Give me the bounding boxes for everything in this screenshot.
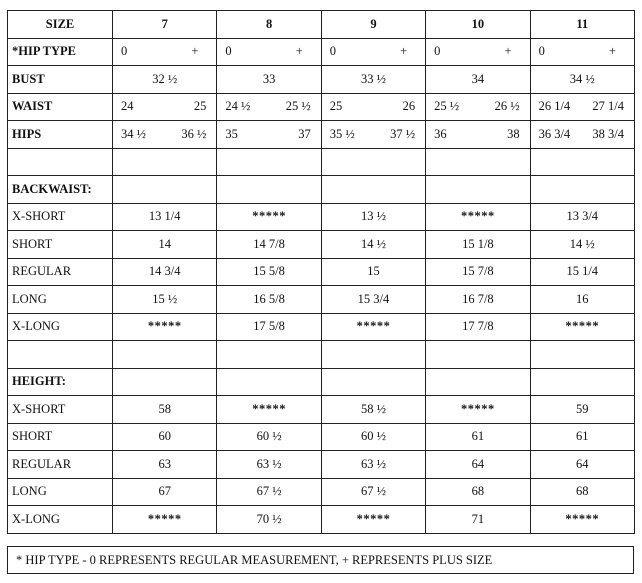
row-label: X-SHORT bbox=[8, 203, 113, 231]
height-section-row bbox=[8, 368, 635, 396]
backwaist-row-regular bbox=[8, 258, 635, 286]
table-cell: ***** bbox=[426, 203, 530, 231]
size-8-header: 8 bbox=[217, 11, 321, 39]
table-cell: 14 ½ bbox=[530, 231, 634, 259]
section-label: HEIGHT: bbox=[8, 368, 113, 396]
table-cell: 0 + bbox=[321, 38, 425, 66]
height-row-x-short bbox=[8, 396, 635, 424]
header-row bbox=[8, 11, 635, 39]
table-cell: 15 5/8 bbox=[217, 258, 321, 286]
table-cell: 36 38 bbox=[426, 121, 530, 149]
row-label: LONG bbox=[8, 478, 113, 506]
size-9-header: 9 bbox=[321, 11, 425, 39]
table-cell: 63 ½ bbox=[321, 451, 425, 479]
table-cell: 24 25 bbox=[113, 93, 217, 121]
height-row-x-long bbox=[8, 506, 635, 534]
table-cell: 67 ½ bbox=[321, 478, 425, 506]
table-cell: 63 bbox=[113, 451, 217, 479]
table-cell: ***** bbox=[113, 313, 217, 341]
table-cell: 0 + bbox=[530, 38, 634, 66]
table-cell: 63 ½ bbox=[217, 451, 321, 479]
table-cell: 13 3/4 bbox=[530, 203, 634, 231]
table-cell: 25 ½ 26 ½ bbox=[426, 93, 530, 121]
size-chart-table bbox=[7, 10, 635, 534]
table-cell: 36 3/4 38 3/4 bbox=[530, 121, 634, 149]
table-cell: 33 ½ bbox=[321, 66, 425, 94]
row-label: REGULAR bbox=[8, 451, 113, 479]
table-cell: 64 bbox=[426, 451, 530, 479]
table-cell: 59 bbox=[530, 396, 634, 424]
backwaist-row-long bbox=[8, 286, 635, 314]
row-label: LONG bbox=[8, 286, 113, 314]
table-cell: 15 ½ bbox=[113, 286, 217, 314]
backwaist-section-row bbox=[8, 176, 635, 204]
table-cell: 32 ½ bbox=[113, 66, 217, 94]
backwaist-row-short bbox=[8, 231, 635, 259]
row-label: HIPS bbox=[8, 121, 113, 149]
size-7-header: 7 bbox=[113, 11, 217, 39]
row-label: REGULAR bbox=[8, 258, 113, 286]
table-cell: 16 5/8 bbox=[217, 286, 321, 314]
row-label: SHORT bbox=[8, 231, 113, 259]
height-row-regular bbox=[8, 451, 635, 479]
section-label: BACKWAIST: bbox=[8, 176, 113, 204]
table-cell: 15 1/4 bbox=[530, 258, 634, 286]
table-cell: 58 ½ bbox=[321, 396, 425, 424]
table-cell: 58 bbox=[113, 396, 217, 424]
table-cell: ***** bbox=[217, 396, 321, 424]
table-cell: 61 bbox=[426, 423, 530, 451]
table-cell: 60 ½ bbox=[217, 423, 321, 451]
table-cell: 16 7/8 bbox=[426, 286, 530, 314]
table-cell: 68 bbox=[426, 478, 530, 506]
table-cell: 0 + bbox=[217, 38, 321, 66]
waist-row bbox=[8, 93, 635, 121]
table-cell: 14 ½ bbox=[321, 231, 425, 259]
table-cell: 14 bbox=[113, 231, 217, 259]
row-label: WAIST bbox=[8, 93, 113, 121]
spacer-row bbox=[8, 341, 635, 369]
row-label: X-LONG bbox=[8, 313, 113, 341]
table-cell: 60 bbox=[113, 423, 217, 451]
table-cell: 0 + bbox=[426, 38, 530, 66]
size-10-header: 10 bbox=[426, 11, 530, 39]
table-cell: ***** bbox=[217, 203, 321, 231]
table-cell: 34 ½ bbox=[530, 66, 634, 94]
table-cell: ***** bbox=[530, 506, 634, 534]
size-label: SIZE bbox=[8, 11, 113, 39]
table-cell: ***** bbox=[321, 506, 425, 534]
table-cell: 17 7/8 bbox=[426, 313, 530, 341]
table-cell: 60 ½ bbox=[321, 423, 425, 451]
height-row-long bbox=[8, 478, 635, 506]
row-label: X-SHORT bbox=[8, 396, 113, 424]
table-cell: 15 1/8 bbox=[426, 231, 530, 259]
row-label: BUST bbox=[8, 66, 113, 94]
table-cell: 71 bbox=[426, 506, 530, 534]
table-cell: 16 bbox=[530, 286, 634, 314]
table-cell: 34 bbox=[426, 66, 530, 94]
hips-row bbox=[8, 121, 635, 149]
hip-type-row bbox=[8, 38, 635, 66]
table-cell: 13 ½ bbox=[321, 203, 425, 231]
table-cell: 35 ½ 37 ½ bbox=[321, 121, 425, 149]
row-label: X-LONG bbox=[8, 506, 113, 534]
backwaist-row-x-short bbox=[8, 203, 635, 231]
table-cell: ***** bbox=[321, 313, 425, 341]
table-cell: 24 ½ 25 ½ bbox=[217, 93, 321, 121]
table-cell: 0 + bbox=[113, 38, 217, 66]
hip-type-footnote: * HIP TYPE - 0 REPRESENTS REGULAR MEASUREMENT, + REPRESENTS PLUS SIZE bbox=[7, 546, 634, 574]
table-cell: 26 1/4 27 1/4 bbox=[530, 93, 634, 121]
table-cell: 35 37 bbox=[217, 121, 321, 149]
size-11-header: 11 bbox=[530, 11, 634, 39]
backwaist-row-x-long bbox=[8, 313, 635, 341]
table-cell: 15 bbox=[321, 258, 425, 286]
table-cell: ***** bbox=[113, 506, 217, 534]
bust-row bbox=[8, 66, 635, 94]
table-cell: 33 bbox=[217, 66, 321, 94]
table-cell: ***** bbox=[426, 396, 530, 424]
table-cell: 68 bbox=[530, 478, 634, 506]
table-cell: 61 bbox=[530, 423, 634, 451]
table-cell: 67 ½ bbox=[217, 478, 321, 506]
table-cell: 14 3/4 bbox=[113, 258, 217, 286]
table-cell: 34 ½ 36 ½ bbox=[113, 121, 217, 149]
spacer-row bbox=[8, 148, 635, 176]
table-cell: 17 5/8 bbox=[217, 313, 321, 341]
table-cell: 14 7/8 bbox=[217, 231, 321, 259]
height-row-short bbox=[8, 423, 635, 451]
table-cell: 64 bbox=[530, 451, 634, 479]
table-cell: 13 1/4 bbox=[113, 203, 217, 231]
table-cell: 15 7/8 bbox=[426, 258, 530, 286]
table-cell: ***** bbox=[530, 313, 634, 341]
table-cell: 15 3/4 bbox=[321, 286, 425, 314]
row-label: SHORT bbox=[8, 423, 113, 451]
table-cell: 67 bbox=[113, 478, 217, 506]
row-label: *HIP TYPE bbox=[8, 38, 113, 66]
table-cell: 70 ½ bbox=[217, 506, 321, 534]
table-cell: 25 26 bbox=[321, 93, 425, 121]
